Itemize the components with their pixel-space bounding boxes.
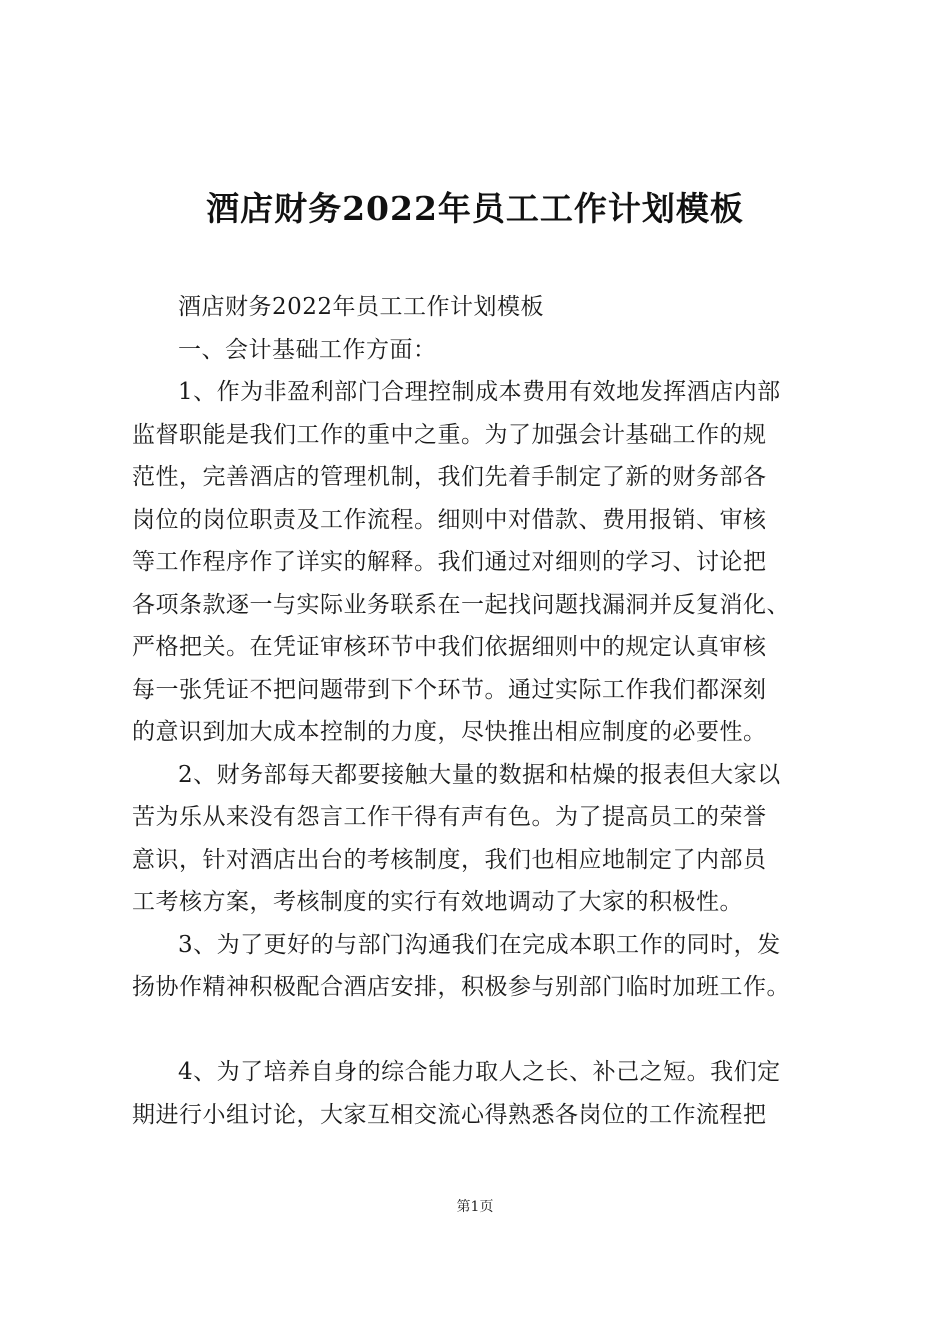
paragraph-line: 每一张凭证不把问题带到下个环节。通过实际工作我们都深刻	[132, 676, 767, 703]
paragraph-spacer	[132, 1009, 832, 1052]
paragraph-line: 扬协作精神积极配合酒店安排，积极参与别部门临时加班工作。	[132, 974, 790, 1000]
paragraph-line: 岗位的岗位职责及工作流程。细则中对借款、费用报销、审核	[132, 506, 767, 533]
paragraph-line: 严格把关。在凭证审核环节中我们依据细则中的规定认真审核	[132, 634, 767, 660]
paragraph-line: 监督职能是我们工作的重中之重。为了加强会计基础工作的规	[132, 421, 767, 448]
paragraph-line: 期进行小组讨论，大家互相交流心得熟悉各岗位的工作流程把	[132, 1101, 767, 1128]
paragraph-line: 意识，针对酒店出台的考核制度，我们也相应地制定了内部员	[132, 846, 767, 873]
paragraph-line: 的意识到加大成本控制的力度，尽快推出相应制度的必要性。	[132, 719, 767, 745]
paragraph-line: 工考核方案，考核制度的实行有效地调动了大家的积极性。	[132, 889, 743, 915]
document-title: 酒店财务2022年员工工作计划模板	[206, 189, 744, 228]
document-body	[132, 286, 832, 1136]
section-heading: 一、会计基础工作方面：	[178, 336, 437, 363]
paragraph-line: 苦为乐从来没有怨言工作干得有声有色。为了提高员工的荣誉	[132, 804, 767, 830]
page-number: 第1页	[456, 1199, 494, 1215]
paragraph-line: 2、财务部每天都要接触大量的数据和枯燥的报表但大家以	[178, 761, 781, 788]
paragraph-line: 各项条款逐一与实际业务联系在一起找问题找漏洞并反复消化、	[132, 591, 790, 618]
paragraph-line: 范性，完善酒店的管理机制，我们先着手制定了新的财务部各	[132, 464, 767, 490]
text-line: 酒店财务2022年员工工作计划模板	[178, 294, 545, 320]
paragraph-line: 等工作程序作了详实的解释。我们通过对细则的学习、讨论把	[132, 549, 767, 575]
paragraph-line: 1、作为非盈利部门合理控制成本费用有效地发挥酒店内部	[178, 379, 781, 405]
paragraph-line: 4、为了培养自身的综合能力取人之长、补己之短。我们定	[178, 1059, 781, 1085]
paragraph-line: 3、为了更好的与部门沟通我们在完成本职工作的同时，发	[178, 931, 781, 958]
